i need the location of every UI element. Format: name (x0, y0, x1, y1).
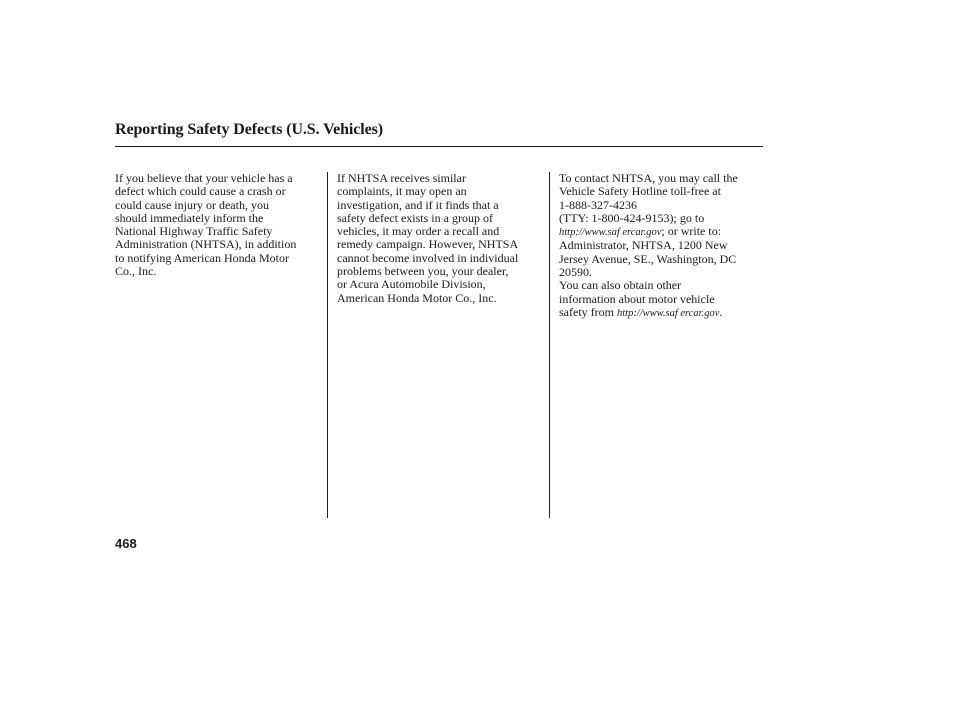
text-line: You can also obtain other (559, 278, 682, 293)
text-line: Co., Inc. (115, 264, 157, 279)
text-line: or Acura Automobile Division, (337, 277, 486, 292)
middle-column (337, 172, 547, 305)
text-line: To contact NHTSA, you may call the (559, 171, 738, 185)
text-line: 20590. (559, 265, 592, 280)
text-line: remedy campaign. However, NHTSA (337, 237, 519, 252)
text-fragment: safety from (559, 304, 617, 319)
text-line: (TTY: 1-800-424-9153); go to (559, 210, 705, 225)
text-line (559, 306, 769, 320)
nhtsa-website-link[interactable]: http://www.saf ercar.gov (616, 307, 720, 319)
text-line: vehicles, it may order a recall and (337, 224, 500, 239)
text-line: Jersey Avenue, SE., Washington, DC (559, 251, 737, 266)
text-line: 1-888-327-4236 (559, 197, 637, 212)
text-line: Administrator, NHTSA, 1200 New (559, 238, 728, 253)
text-line: information about motor vehicle (559, 291, 715, 306)
text-line: American Honda Motor Co., Inc. (337, 290, 497, 305)
text-line: investigation, and if it finds that a (337, 197, 499, 212)
page-number: 468 (115, 536, 137, 551)
text-line: to notifying American Honda Motor (115, 250, 289, 265)
column-divider (549, 172, 550, 518)
column-divider (327, 172, 328, 518)
text-line: could cause injury or death, you (115, 197, 269, 212)
text-line: If you believe that your vehicle has a (115, 171, 293, 185)
text-line: Administration (NHTSA), in addition (115, 237, 297, 252)
text-line: cannot become involved in individual (337, 250, 519, 265)
text-line: National Highway Traffic Safety (115, 224, 273, 239)
section-title: Reporting Safety Defects (U.S. Vehicles) (115, 121, 383, 138)
text-line: complaints, it may open an (337, 184, 467, 199)
left-column (115, 172, 325, 278)
text-line: Vehicle Safety Hotline toll-free at (559, 184, 721, 199)
text-fragment: ; or write to: (661, 224, 722, 239)
text-line: should immediately inform the (115, 210, 264, 225)
text-line (559, 225, 769, 239)
right-column (559, 172, 769, 320)
text-fragment: . (719, 304, 723, 319)
text-line: problems between you, your dealer, (337, 264, 509, 279)
text-line: safety defect exists in a group of (337, 210, 493, 225)
title-underline (115, 146, 763, 147)
text-line: If NHTSA receives similar (337, 171, 466, 185)
text-line: defect which could cause a crash or (115, 184, 286, 199)
nhtsa-website-link[interactable]: http://www.saf ercar.gov (559, 227, 662, 239)
